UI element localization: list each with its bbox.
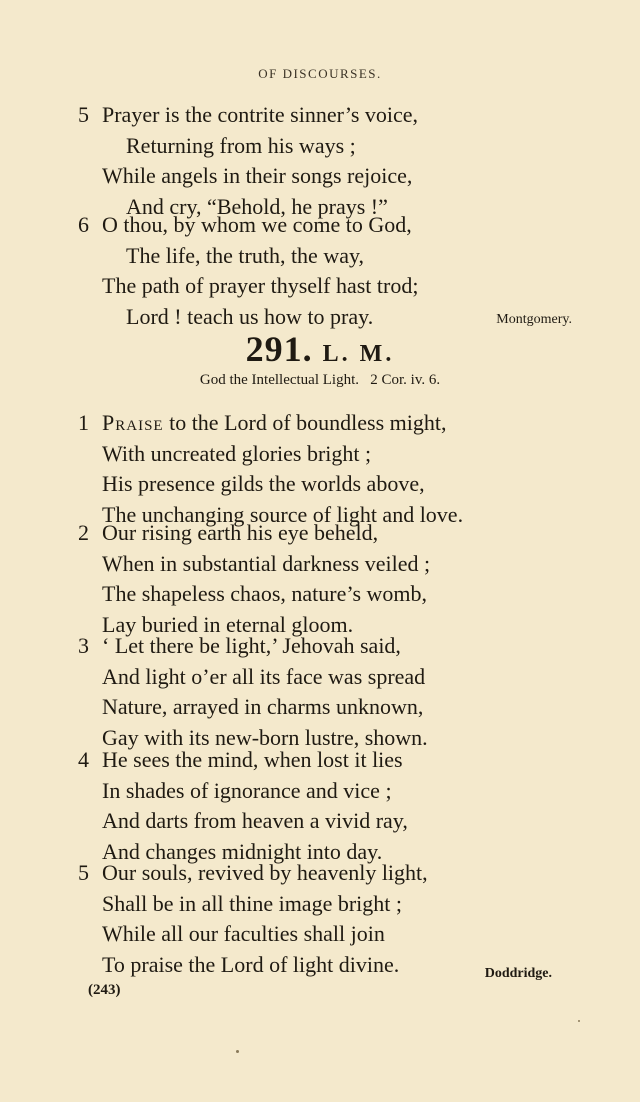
stanza-line: The shapeless chaos, nature’s womb, [102,581,428,606]
hymn-heading [0,328,640,370]
page-number: (243) [88,982,121,998]
line-text: O thou, by whom we come to God, [102,212,412,237]
paper-speck [578,1020,580,1022]
stanza-1 [78,408,598,530]
stanza-line: His presence gilds the worlds above, [102,471,425,496]
stanza-number: 5 [78,860,89,885]
stanza-line: Gay with its new-born lustre, shown. [102,724,428,750]
stanza-line [78,631,598,662]
prev-hymn-author: Montgomery. [496,312,572,327]
stanza-line: Shall be in all thine image bright ; [102,890,402,916]
stanza-line [78,745,598,776]
stanza-line: And darts from heaven a vivid ray, [102,808,408,833]
stanza-2 [78,518,598,640]
line-text: He sees the mind, when lost it lies [102,747,403,772]
line-text: Our souls, revived by heavenly light, [102,860,428,885]
stanza-5 [78,858,598,980]
stanza-line: The life, the truth, the way, [126,242,365,268]
stanza-line: With uncreated glories bright ; [102,440,372,466]
stanza-line: And changes midnight into day. [102,838,383,864]
stanza-line: To praise the Lord of light divine. [102,951,400,977]
stanza-line [78,210,598,241]
hymn-author: Doddridge. [484,966,552,981]
stanza-line [78,518,598,549]
stanza-number: 4 [78,747,89,772]
stanza-line: And cry, “Behold, he prays !” [126,193,388,219]
line-text: to the Lord of boundless might, [163,410,447,435]
stanza-line: The unchanging source of light and love. [102,501,464,527]
line-text: Our rising earth his eye beheld, [102,520,379,545]
stanza-line: While all our faculties shall join [102,921,385,946]
paper-speck [236,1050,239,1053]
hymn-subtitle: God the Intellectual Light. 2 Cor. iv. 6. [199,372,441,388]
stanza-line: Lay buried in eternal gloom. [102,611,354,637]
stanza-line: The path of prayer thyself hast trod; [102,273,419,298]
stanza-line: In shades of ignorance and vice ; [102,777,392,803]
running-head: OF DISCOURSES. [258,66,382,81]
stanza-4 [78,745,598,867]
hymn-meter: L. M. [322,341,395,367]
stanza-number: 1 [78,410,89,435]
stanza-line: And light o’er all its face was spread [102,663,426,689]
stanza-line: Lord ! teach us how to pray. [126,303,374,329]
stanza-3 [78,631,598,753]
stanza-number: 2 [78,520,89,545]
line-text: Prayer is the contrite sinner’s voice, [102,102,419,127]
stanza-line: When in substantial darkness veiled ; [102,550,431,576]
first-word: Praise [102,410,164,435]
stanza-number: 5 [78,102,89,127]
stanza-number: 3 [78,633,89,658]
stanza-line [78,408,598,439]
prev-stanza-5 [78,100,598,222]
stanza-line: Returning from his ways ; [126,132,356,158]
line-text: ‘ Let there be light,’ Jehovah said, [102,633,401,658]
stanza-line [78,858,598,889]
stanza-line: While angels in their songs rejoice, [102,163,413,188]
stanza-line: Nature, arrayed in charms unknown, [102,694,424,719]
stanza-line [78,100,598,131]
stanza-number: 6 [78,212,89,237]
hymn-number: 291. [245,329,313,369]
